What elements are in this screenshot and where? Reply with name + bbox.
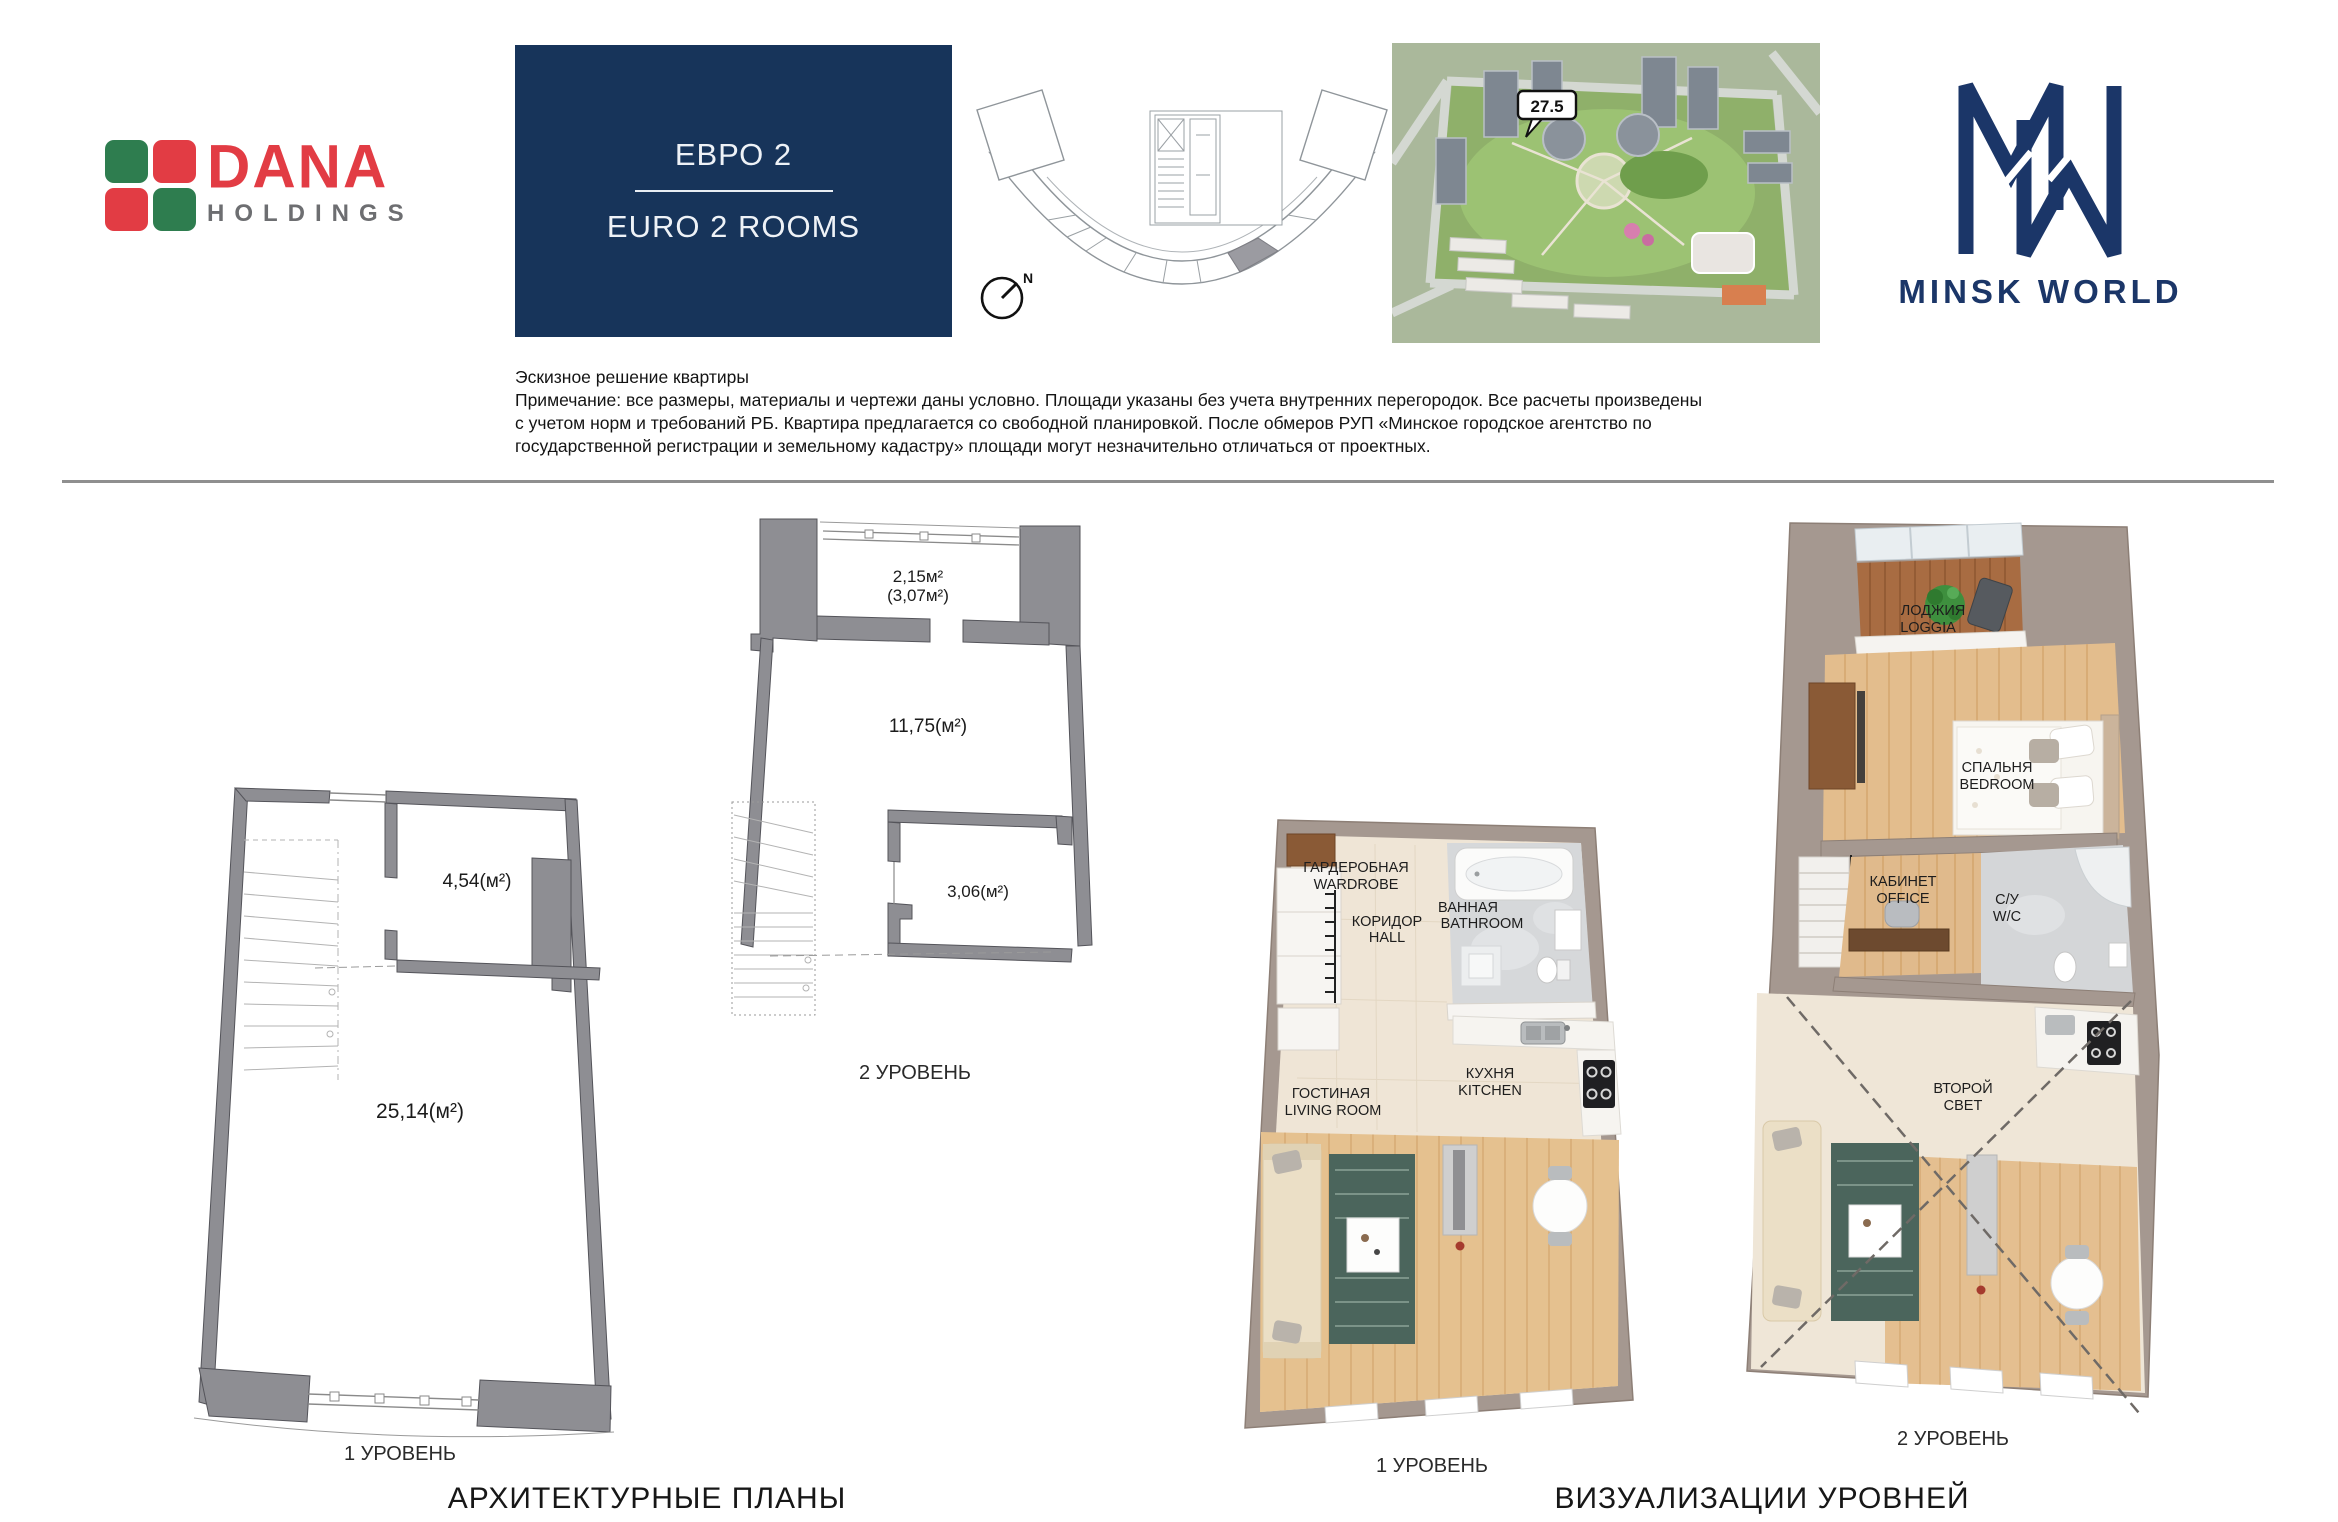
coffee-table (1347, 1218, 1399, 1272)
label-bedroom-ru: СПАЛЬНЯ (1961, 760, 2033, 776)
visualization-level2 (1735, 515, 2165, 1450)
disclaimer-line: государственной регистрации и земельному кадастру» площади могут незначительно отличаться от проектных. (515, 436, 1431, 456)
label-bathroom-en: BATHROOM (1440, 916, 1524, 932)
dana-square-red-icon (105, 188, 148, 231)
area-label-main: 25,14(м²) (376, 1100, 464, 1123)
disclaimer-line: Примечание: все размеры, материалы и чертежи даны условно. Площади указаны без учета внутренних перегородок. Все расчеты произведены (515, 390, 1703, 410)
label-wc-en: W/C (1992, 909, 2022, 925)
section-divider (62, 480, 2274, 483)
dana-square-red-icon (153, 140, 196, 183)
label-wardrobe-ru: ГАРДЕРОБНАЯ (1303, 860, 1409, 876)
building-keyplan (972, 55, 1392, 345)
disclaimer-text (515, 366, 1860, 458)
dana-holdings-label: HOLDINGS (207, 200, 414, 227)
label-wc-ru: С/У (1995, 892, 2019, 908)
visualization-level1 (1215, 798, 1655, 1470)
unit-card-divider (635, 190, 833, 192)
dana-square-green-icon (105, 140, 148, 183)
label-hall-en: HALL (1368, 930, 1406, 946)
compass-icon (982, 270, 1033, 318)
label-living-ru: ГОСТИНАЯ (1291, 1086, 1371, 1102)
label-hall-ru: КОРИДОР (1351, 914, 1423, 930)
label-office-en: OFFICE (1876, 891, 1930, 907)
plan-level2-caption: 2 УРОВЕНЬ (858, 1062, 972, 1084)
label-office-ru: КАБИНЕТ (1869, 874, 1937, 890)
dana-holdings-logo (105, 132, 445, 240)
label-loggia-ru: ЛОДЖИЯ (1900, 603, 1966, 619)
plans-heading: АРХИТЕКТУРНЫЕ ПЛАНЫ (447, 1482, 847, 1515)
floorplan-level1 (180, 782, 620, 1442)
label-bathroom-ru: ВАННАЯ (1438, 900, 1498, 916)
mw-monogram-icon (1951, 62, 2131, 262)
label-kitchen-ru: КУХНЯ (1465, 1066, 1515, 1082)
label-void-ru: ВТОРОЙ (1933, 1081, 1993, 1097)
label-void-en: СВЕТ (1943, 1098, 1983, 1114)
viz-level2-caption: 2 УРОВЕНЬ (1896, 1428, 2010, 1450)
area-label-wc: 3,06(м²) (947, 882, 1009, 901)
plan-level1-caption: 1 УРОВЕНЬ (343, 1443, 457, 1465)
dana-square-green-icon (153, 188, 196, 231)
desk (1849, 929, 1949, 951)
label-living-en: LIVING ROOM (1284, 1103, 1382, 1119)
bedroom-wardrobe (1809, 683, 1855, 789)
viz-heading: ВИЗУАЛИЗАЦИИ УРОВНЕЙ (1554, 1482, 1970, 1515)
label-bedroom-en: BEDROOM (1959, 777, 2035, 793)
aerial-masterplan-photo (1392, 43, 1820, 343)
area-label-storage: 4,54(м²) (442, 871, 512, 892)
staircase-level1 (244, 840, 338, 1080)
unit-title-ru: ЕВРО 2 (674, 137, 793, 172)
dining-table (1533, 1179, 1587, 1233)
toilet (2054, 952, 2076, 982)
north-label: N (1022, 270, 1034, 286)
disclaimer-line: Эскизное решение квартиры (515, 367, 749, 387)
disclaimer-line: с учетом норм и требований РБ. Квартира предлагается со свободной планировкой. После обмеров РУП «Минское городское агентство по (515, 413, 1652, 433)
dana-wordmark: DANA (207, 132, 389, 201)
minsk-world-wordmark: MINSK WORLD (1898, 273, 2183, 310)
unit-type-card (515, 45, 952, 337)
area-label-room: 11,75(м²) (888, 716, 968, 737)
dana-squares-icon (105, 140, 197, 232)
label-loggia-en: LOGGIA (1900, 620, 1956, 636)
callout-value: 27.5 (1530, 97, 1564, 116)
viz-level1-caption: 1 УРОВЕНЬ (1375, 1455, 1489, 1477)
unit-title-en: EURO 2 ROOMS (606, 209, 861, 244)
area-label-loggia: 2,15м² (892, 567, 944, 586)
floorplan-level2 (720, 515, 1095, 1075)
area-label-loggia-total: (3,07м²) (887, 586, 949, 605)
label-kitchen-en: KITCHEN (1458, 1083, 1522, 1099)
minsk-world-logo (1868, 62, 2213, 317)
label-wardrobe-en: WARDROBE (1313, 877, 1399, 893)
